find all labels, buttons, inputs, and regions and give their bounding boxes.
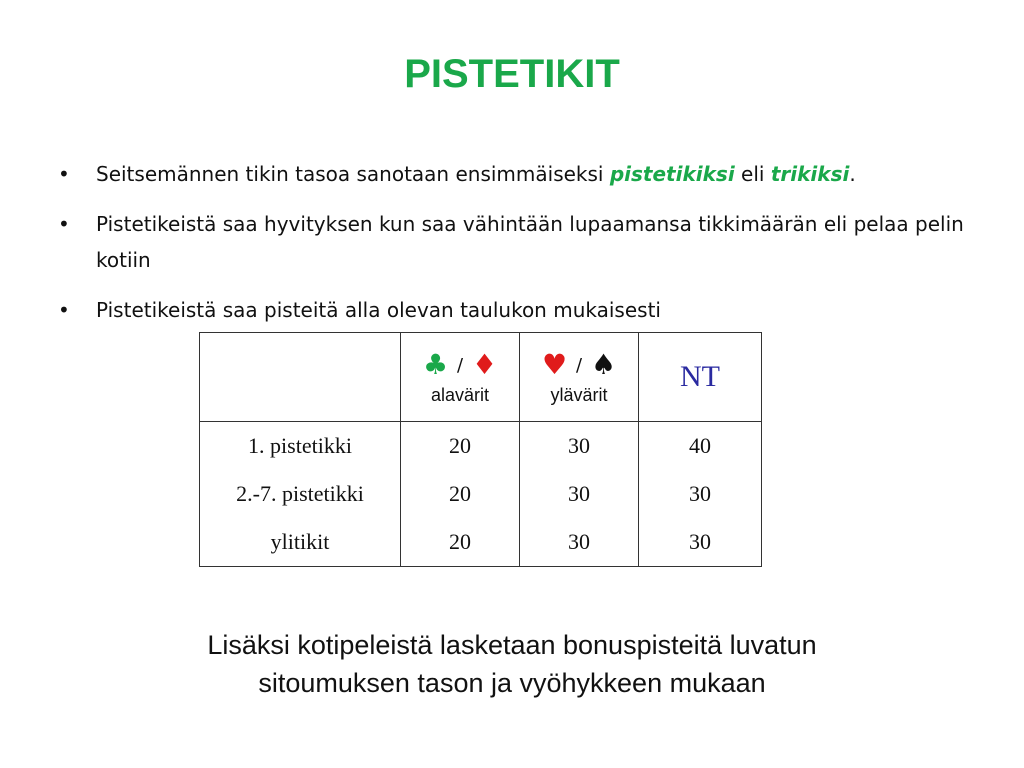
- suit-separator: /: [575, 354, 583, 376]
- nt-value: 30: [639, 518, 762, 567]
- table-row: [200, 518, 762, 567]
- bullet-text: eli: [734, 162, 771, 186]
- header-minor-suits: [401, 333, 520, 422]
- term-pistetikiksi: pistetikiksi: [609, 162, 735, 186]
- bullet-text: .: [849, 162, 856, 186]
- nt-value: 30: [639, 470, 762, 518]
- spade-icon: ♠: [590, 347, 617, 381]
- major-value: 30: [520, 470, 639, 518]
- footer-note: [0, 626, 1024, 702]
- table-header-row: [200, 333, 762, 422]
- major-value: 30: [520, 518, 639, 567]
- bullet-item: [58, 292, 978, 328]
- footer-line-1: Lisäksi kotipeleistä lasketaan bonuspisteitä luvatun: [207, 630, 817, 660]
- row-label: 2.-7. pistetikki: [200, 470, 401, 518]
- bullet-dot: •: [58, 212, 70, 236]
- major-suits-label: ylävärit: [550, 384, 608, 405]
- bullet-item: [58, 206, 978, 278]
- bullet-list: [58, 156, 978, 342]
- table-row: [200, 422, 762, 471]
- score-table: [199, 332, 762, 567]
- diamond-icon: ♦: [471, 347, 498, 381]
- bullet-item: [58, 156, 978, 192]
- row-label: ylitikit: [200, 518, 401, 567]
- club-icon: ♣: [422, 347, 449, 381]
- suit-separator: /: [456, 354, 464, 376]
- heart-icon: ♥: [541, 347, 568, 381]
- bullet-dot: •: [58, 298, 70, 322]
- slide-title: PISTETIKIT: [404, 52, 620, 96]
- row-label: 1. pistetikki: [200, 422, 401, 471]
- minor-suit-symbols: [401, 349, 519, 382]
- bullet-text: Pistetikeistä saa pisteitä alla olevan taulukon mukaisesti: [96, 298, 661, 322]
- minor-value: 20: [401, 422, 520, 471]
- no-trump-label: NT: [680, 360, 720, 393]
- term-trikiksi: trikiksi: [770, 162, 850, 186]
- bullet-dot: •: [58, 162, 70, 186]
- bullet-text: Pistetikeistä saa hyvityksen kun saa vähintään lupaamansa tikkimäärän eli pelaa pelin kotiin: [96, 212, 964, 272]
- header-no-trump: [639, 333, 762, 422]
- minor-suits-label: alavärit: [430, 384, 490, 405]
- footer-line-2: sitoumuksen tason ja vyöhykkeen mukaan: [258, 668, 766, 698]
- bullet-text: Seitsemännen tikin tasoa sanotaan ensimmäiseksi: [96, 162, 610, 186]
- header-empty-cell: [200, 333, 401, 422]
- minor-value: 20: [401, 470, 520, 518]
- major-value: 30: [520, 422, 639, 471]
- minor-value: 20: [401, 518, 520, 567]
- header-major-suits: [520, 333, 639, 422]
- table-row: [200, 470, 762, 518]
- nt-value: 40: [639, 422, 762, 471]
- major-suit-symbols: [520, 349, 638, 382]
